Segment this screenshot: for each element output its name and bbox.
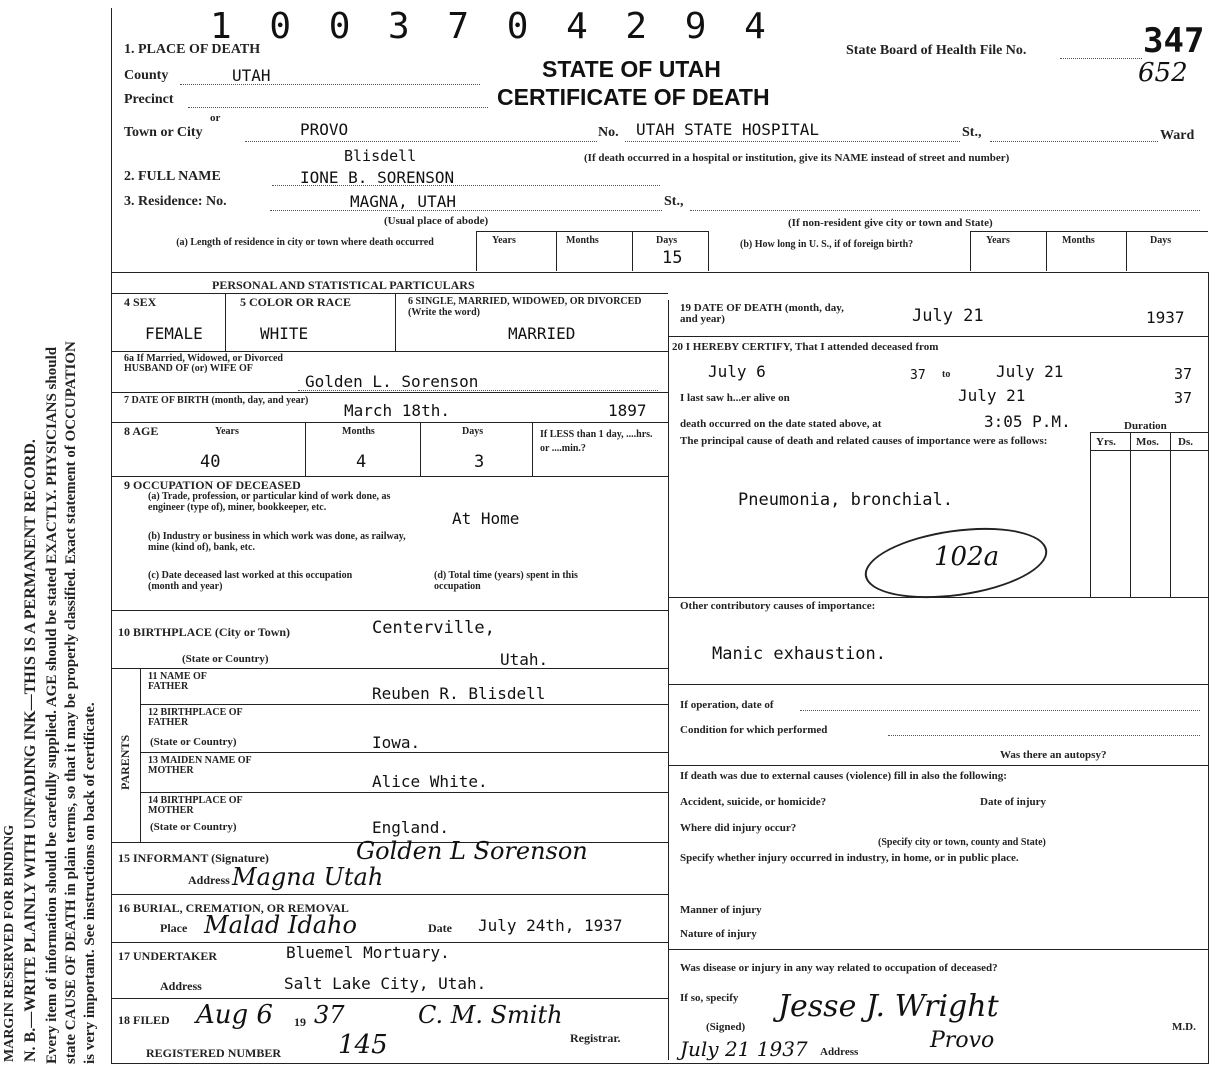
burial-label: 16 BURIAL, CREMATION, OR REMOVAL xyxy=(118,901,349,915)
full-name-value: IONE B. SORENSON xyxy=(300,168,455,187)
margin-instructions-line2: state CAUSE OF DEATH in plain terms, so that it may be properly classified. Exact statement of OCCUPATION xyxy=(63,341,79,1064)
burial-date-label: Date xyxy=(428,921,452,935)
residence-days-header: Days xyxy=(656,235,678,246)
accident-type-label: Accident, suicide, or homicide? xyxy=(680,796,827,808)
certify-label: 20 I HEREBY CERTIFY, That I attended deceased from xyxy=(672,341,939,353)
mother-birthplace-label: 14 BIRTHPLACE OF MOTHER xyxy=(148,795,243,816)
town-value: PROVO xyxy=(300,120,349,139)
date-last-worked-label: (c) Date deceased last worked at this occupation (month and year) xyxy=(148,570,353,592)
mother-name-label: 13 MAIDEN NAME OF MOTHER xyxy=(148,755,252,776)
filed-label: 18 FILED xyxy=(118,1013,170,1027)
marital-status-label: 6 SINGLE, MARRIED, WIDOWED, OR DIVORCED (Write the word) xyxy=(408,296,642,318)
age-months-header: Months xyxy=(342,426,375,437)
residence-label: 3. Residence: No. xyxy=(124,194,227,209)
last-saw-value: July 21 xyxy=(958,386,1026,405)
age-days-value: 3 xyxy=(474,452,485,472)
undertaker-address: Salt Lake City, Utah. xyxy=(284,974,487,993)
last-saw-label: I last saw h...er alive on xyxy=(680,392,790,404)
occupation-related-label: Was disease or injury in any way related to occupation of deceased? xyxy=(680,962,998,974)
informant-label: 15 INFORMANT (Signature) xyxy=(118,851,269,865)
margin-instructions-line1: Every item of information should be carefully supplied. AGE should be stated EXACTLY. PHYSICIANS should xyxy=(44,346,60,1064)
mother-name-value: Alice White. xyxy=(372,772,488,791)
filed-date: Aug 6 xyxy=(196,1000,273,1030)
county-label: County xyxy=(124,68,169,83)
attended-from: July 6 xyxy=(708,362,766,381)
attended-to: July 21 xyxy=(996,362,1064,381)
filed-year-prefix: 19 xyxy=(294,1015,306,1029)
spouse-label: 6a If Married, Widowed, or Divorced HUSBAND OF (or) WIFE OF xyxy=(124,353,283,374)
birthplace-state: Utah. xyxy=(500,650,549,669)
operation-date-label: If operation, date of xyxy=(680,699,774,711)
attended-from-year: 37 xyxy=(910,368,926,383)
filed-year: 37 xyxy=(314,1001,345,1029)
father-name-value: Reuben R. Blisdell xyxy=(372,684,546,703)
age-days-header: Days xyxy=(462,426,484,437)
residence-days-value: 15 xyxy=(662,248,683,268)
physician-address-label: Address xyxy=(820,1046,859,1058)
to-label: to xyxy=(942,369,951,380)
residence-years-header: Years xyxy=(492,235,516,246)
principal-cause-value: Pneumonia, bronchial. xyxy=(738,490,953,510)
physician-address: Provo xyxy=(930,1028,995,1053)
file-number: 347 xyxy=(1143,21,1205,61)
occupation-a-label: (a) Trade, profession, or particular kind of work done, as engineer (type of), miner, bookkeeper, etc. xyxy=(148,491,391,513)
informant-address: Magna Utah xyxy=(232,863,384,891)
sex-value: FEMALE xyxy=(145,324,203,343)
dob-year: 1897 xyxy=(608,401,647,420)
state-title: STATE OF UTAH xyxy=(542,56,721,82)
last-saw-year: 37 xyxy=(1174,389,1193,407)
dob-value: March 18th. xyxy=(344,401,450,420)
total-time-label: (d) Total time (years) spent in this occupation xyxy=(434,570,578,592)
certificate-title: CERTIFICATE OF DEATH xyxy=(497,84,770,110)
place-of-death-label: 1. PLACE OF DEATH xyxy=(124,42,261,57)
street-label: St., xyxy=(962,125,982,140)
file-number-label: State Board of Health File No. xyxy=(846,43,1027,58)
physician-signature: Jesse J. Wright xyxy=(778,989,999,1024)
color-race-value: WHITE xyxy=(260,324,309,343)
registered-number: 145 xyxy=(338,1030,388,1060)
informant-address-label: Address xyxy=(188,873,230,887)
ward-label: Ward xyxy=(1160,128,1195,143)
informant-signature: Golden L Sorenson xyxy=(356,837,588,865)
duration-months-header: Mos. xyxy=(1136,436,1159,448)
county-value: UTAH xyxy=(232,66,271,85)
spouse-value: Golden L. Sorenson xyxy=(305,372,479,391)
street-number-label: No. xyxy=(598,125,619,140)
margin-binding-note: MARGIN RESERVED FOR BINDING xyxy=(2,824,17,1062)
father-birthplace-label: 12 BIRTHPLACE OF FATHER xyxy=(148,707,243,728)
parents-label: PARENTS xyxy=(118,734,132,790)
maiden-name-insert: Blisdell xyxy=(344,147,417,165)
color-race-label: 5 COLOR OR RACE xyxy=(240,295,352,309)
father-name-label: 11 NAME OF FATHER xyxy=(148,671,207,692)
margin-permanent-record-note: N. B.—WRITE PLAINLY WITH UNFADING INK—THIS IS A PERMANENT RECORD. xyxy=(22,439,39,1062)
cause-code: 102a xyxy=(934,542,1000,572)
age-years-value: 40 xyxy=(200,452,221,472)
injury-manner-label: Manner of injury xyxy=(680,904,762,916)
autopsy-label: Was there an autopsy? xyxy=(1000,749,1107,761)
registrar-label: Registrar. xyxy=(570,1031,621,1045)
undertaker-address-label: Address xyxy=(160,979,202,993)
death-time-value: 3:05 P.M. xyxy=(984,412,1071,431)
sex-label: 4 SEX xyxy=(124,295,157,309)
marital-status-value: MARRIED xyxy=(508,324,576,343)
age-years-header: Years xyxy=(215,426,239,437)
condition-performed-label: Condition for which performed xyxy=(680,724,828,736)
injury-nature-label: Nature of injury xyxy=(680,928,757,940)
occupation-label: 9 OCCUPATION OF DECEASED xyxy=(124,478,301,492)
injury-setting-label: Specify whether injury occurred in industry, in home, or in public place. xyxy=(680,852,1019,864)
contributory-cause-value: Manic exhaustion. xyxy=(712,644,886,664)
us-days-header: Days xyxy=(1150,235,1172,246)
margin-instructions-line3: is very important. See instructions on back of certificate. xyxy=(82,702,98,1064)
birthplace-label: 10 BIRTHPLACE (City or Town) xyxy=(118,625,291,639)
death-year: 1937 xyxy=(1146,308,1185,327)
frame-right-edge xyxy=(1208,272,1209,1064)
time-in-us-label: (b) How long in U. S., if of foreign birth? xyxy=(740,239,914,250)
contributory-causes-label: Other contributory causes of importance: xyxy=(680,600,876,612)
undertaker-value: Bluemel Mortuary. xyxy=(286,943,450,962)
age-months-value: 4 xyxy=(356,452,367,472)
nonresident-note: (If non-resident give city or town and State) xyxy=(788,217,993,229)
death-time-label: death occurred on the date stated above, at xyxy=(680,418,882,430)
town-label: Town or City xyxy=(124,125,203,140)
length-residence-label: (a) Length of residence in city or town where death occurred xyxy=(176,237,434,248)
md-label: M.D. xyxy=(1172,1021,1196,1033)
duration-label: Duration xyxy=(1124,420,1167,432)
file-number-secondary: 652 xyxy=(1138,58,1188,88)
burial-place-value: Malad Idaho xyxy=(204,911,357,939)
frame-center-divider xyxy=(668,300,669,1060)
duration-years-header: Yrs. xyxy=(1096,436,1116,448)
dob-label: 7 DATE OF BIRTH (month, day, and year) xyxy=(124,395,309,406)
precinct-label: Precinct xyxy=(124,92,174,107)
birthplace-state-label: (State or Country) xyxy=(182,653,269,665)
residence-street-label: St., xyxy=(664,194,684,209)
date-of-death-value: July 21 xyxy=(912,306,984,326)
industry-b-label: (b) Industry or business in which work was done, as railway, mine (kind of), bank, etc. xyxy=(148,531,406,553)
injury-location-label: Where did injury occur? xyxy=(680,822,797,834)
serial-number: 1 0 0 3 7 0 4 2 9 4 xyxy=(210,6,774,47)
institution-value: UTAH STATE HOSPITAL xyxy=(636,120,820,139)
undertaker-label: 17 UNDERTAKER xyxy=(118,949,218,963)
registrar-signature: C. M. Smith xyxy=(418,1001,563,1029)
us-months-header: Months xyxy=(1062,235,1095,246)
residence-value: MAGNA, UTAH xyxy=(350,192,456,211)
father-birthplace-state-label: (State or Country) xyxy=(150,736,237,748)
injury-location-note: (Specify city or town, county and State) xyxy=(878,837,1046,848)
institution-note: (If death occurred in a hospital or institution, give its NAME instead of street and number) xyxy=(584,152,1010,164)
duration-days-header: Ds. xyxy=(1178,436,1193,448)
father-birthplace-value: Iowa. xyxy=(372,733,421,752)
less-than-day-label: If LESS than 1 day, ....hrs. or ....min.? xyxy=(540,429,653,454)
frame-left-edge xyxy=(111,8,112,1064)
burial-date-value: July 24th, 1937 xyxy=(478,916,623,935)
personal-particulars-heading: PERSONAL AND STATISTICAL PARTICULARS xyxy=(212,278,475,292)
external-causes-label: If death was due to external causes (violence) fill in also the following: xyxy=(680,770,1007,782)
mother-birthplace-value: England. xyxy=(372,818,450,837)
or-label: or xyxy=(210,112,221,124)
us-years-header: Years xyxy=(986,235,1010,246)
birthplace-city: Centerville, xyxy=(372,618,495,638)
attended-to-year: 37 xyxy=(1174,365,1193,383)
mother-birthplace-state-label: (State or Country) xyxy=(150,821,237,833)
occupation-value: At Home xyxy=(452,509,520,528)
principal-cause-label: The principal cause of death and related causes of importance were as follows: xyxy=(680,435,1048,447)
physician-signed-label: (Signed) xyxy=(706,1021,746,1033)
usual-abode-note: (Usual place of abode) xyxy=(384,215,489,227)
frame-bottom-edge xyxy=(111,1063,1209,1064)
full-name-label: 2. FULL NAME xyxy=(124,169,221,184)
frame-top-of-particulars xyxy=(111,272,1209,273)
burial-place-label: Place xyxy=(160,921,188,935)
registered-number-label: REGISTERED NUMBER xyxy=(146,1046,282,1060)
physician-sign-date: July 21 1937 xyxy=(680,1037,808,1061)
injury-date-label: Date of injury xyxy=(980,796,1046,808)
residence-months-header: Months xyxy=(566,235,599,246)
date-of-death-label: 19 DATE OF DEATH (month, day, and year) xyxy=(680,302,844,325)
occupation-specify-label: If so, specify xyxy=(680,992,739,1004)
age-label: 8 AGE xyxy=(124,424,159,438)
